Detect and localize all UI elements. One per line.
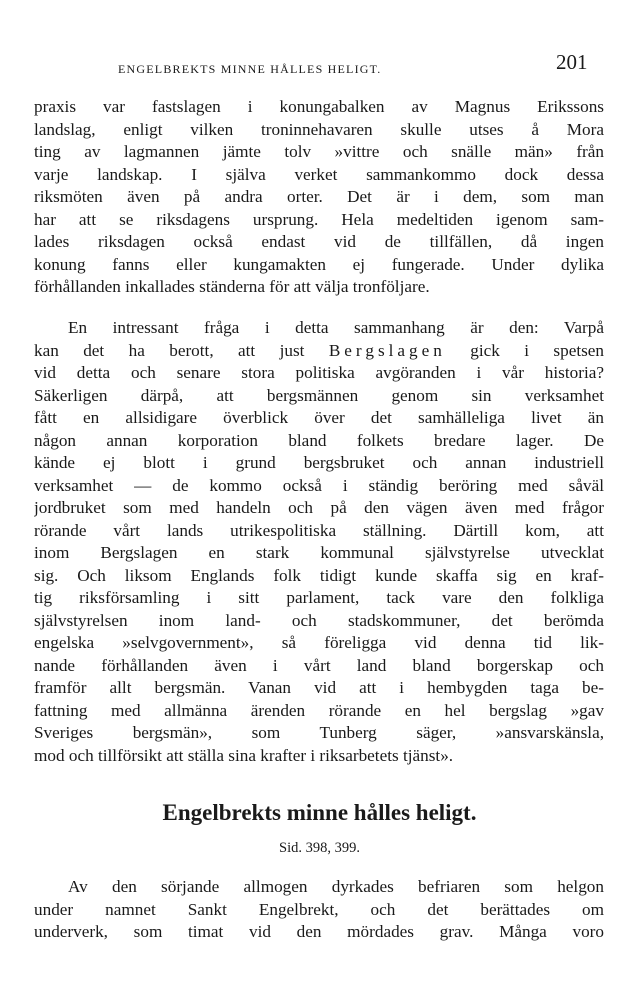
page-number: 201 <box>556 50 588 74</box>
text-line: varje landskap. I själva verket sammankommo dock dessa <box>34 164 604 184</box>
text-line: engelska »selvgovernment», så föreligga vid denna tid lik- <box>34 633 604 652</box>
text-line: ting av lagmannen jämte tolv »vittre och snälle män» från <box>34 142 604 161</box>
emphasized-word: Bergslagen <box>328 340 446 360</box>
text-line: kände ej blott i grund bergsbruket och annan industriell <box>34 453 604 472</box>
text-line: förhållanden inkallades ständerna för att välja tronföljare. <box>34 277 430 296</box>
text-line: riksmöten även på andra orter. Det är i dem, som man <box>34 187 604 206</box>
text-line: nande förhållanden även i vårt land bland borgerskap och <box>34 655 604 675</box>
text-line: jordbruket som med handeln och på den vägen även med frågor <box>34 498 604 517</box>
text-line: har att se riksdagens ursprung. Hela medeltiden igenom sam- <box>34 209 604 229</box>
section-subheading: Sid. 398, 399. <box>279 840 360 856</box>
text-fragment: gick i spetsen <box>470 340 604 360</box>
text-line: Säkerligen därpå, att bergsmännen genom sin verksamhet <box>34 385 604 405</box>
text-line: En intressant fråga i detta sammanhang är den: Varpå <box>68 318 604 337</box>
text-line: underverk, som timat vid den mördades grav. Många voro <box>34 922 604 941</box>
text-line: självstyrelsen inom land- och stadskommuner, det berömda <box>34 610 604 630</box>
paragraph-1 <box>34 96 604 299</box>
text-line: inom Bergslagen en stark kommunal självstyrelse utvecklat <box>34 543 604 562</box>
text-line: vid detta och senare stora politiska avgöranden i vår historia? <box>34 363 604 382</box>
text-line: sig. Och liksom Englands folk tidigt kunde skaffa sig en kraf- <box>34 565 604 585</box>
paragraph-2 <box>34 317 604 767</box>
text-line: verksamhet — de kommo också i ständig beröring med såväl <box>34 475 604 495</box>
text-line: framför allt bergsmän. Vanan vid att i hembygden taga be- <box>34 678 604 697</box>
text-line: Sveriges bergsmän», som Tunberg säger, »ansvarskänsla, <box>34 723 604 742</box>
text-line: någon annan korporation bland folkets bredare lager. De <box>34 430 604 450</box>
text-line: tig riksförsamling i sitt parlament, tack vare den folkliga <box>34 588 604 607</box>
text-line: rörande vårt lands utrikespolitiska ställning. Därtill kom, att <box>34 520 604 540</box>
text-line: Av den sörjande allmogen dyrkades befriaren som helgon <box>68 877 604 896</box>
text-line: landslag, enligt vilken troninnehavaren skulle utses å Mora <box>34 119 604 139</box>
text-line: fått en allsidigare överblick över det samhälleliga livet än <box>34 408 604 427</box>
section-heading: Engelbrekts minne hålles heligt. <box>162 800 477 825</box>
text-line: konung fanns eller kungamakten ej fungerade. Under dylika <box>34 254 604 274</box>
text-line: fattning med allmänna ärenden rörande en hel bergslag »gav <box>34 700 604 720</box>
running-title: ENGELBREKTS MINNE HÅLLES HELIGT. <box>118 62 382 76</box>
text-line: praxis var fastslagen i konungabalken av Magnus Erikssons <box>34 97 604 116</box>
text-fragment: kan det ha berott, att just <box>34 340 305 360</box>
text-line: under namnet Sankt Engelbrekt, och det berättades om <box>34 899 604 919</box>
text-line: mod och tillförsikt att ställa sina krafter i riksarbetets tjänst». <box>34 745 454 765</box>
paragraph-3 <box>34 876 604 944</box>
text-line-emphasis <box>34 340 604 363</box>
text-line: lades riksdagen också endast vid de tillfällen, då ingen <box>34 232 604 251</box>
